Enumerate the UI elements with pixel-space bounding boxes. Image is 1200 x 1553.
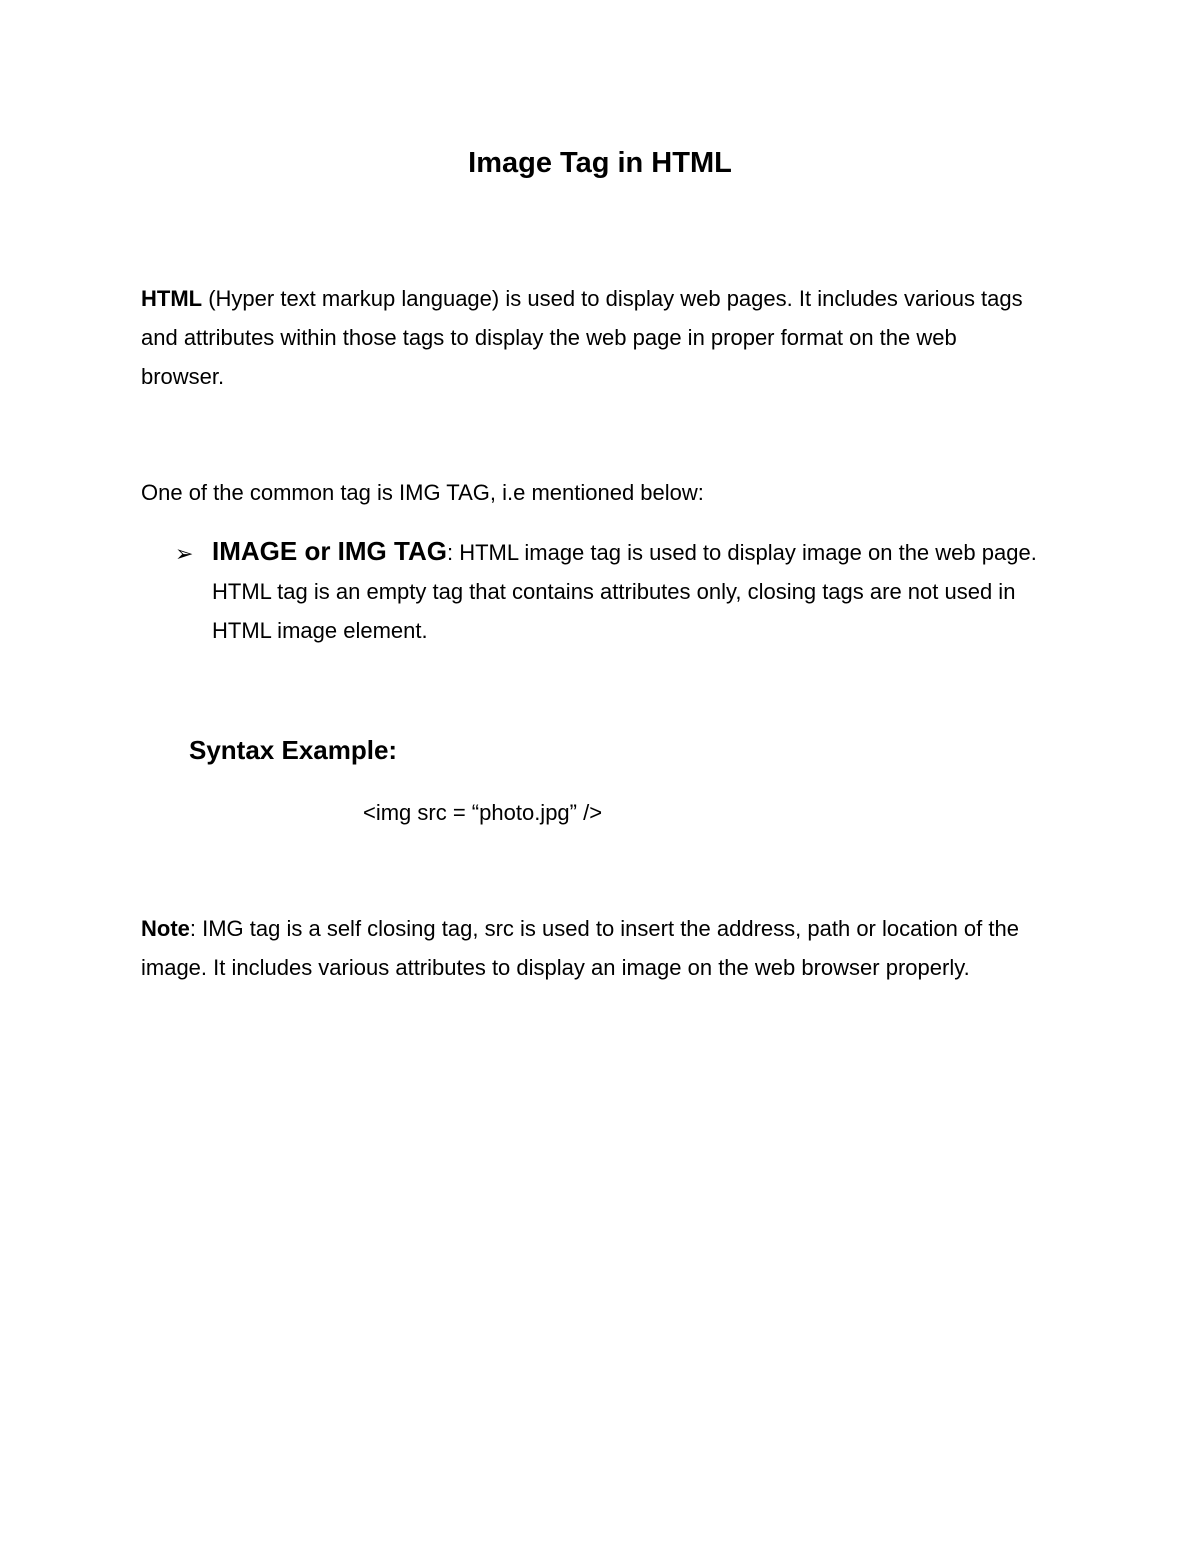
note-paragraph: [141, 909, 1041, 987]
document-title: Image Tag in HTML: [468, 147, 732, 179]
bullet-separator: :: [446, 540, 454, 565]
syntax-code-example: <img src = “photo.jpg” />: [363, 800, 603, 825]
syntax-heading: Syntax Example:: [189, 735, 398, 765]
arrow-bullet-icon: ➢: [175, 541, 194, 566]
intro-lead-bold: HTML: [141, 286, 203, 311]
note-lead-bold: Note: [141, 916, 190, 941]
intro-text: (Hyper text markup language) is used to display web pages. It includes various tags and attributes within those tags to display the web page in proper format on the web browser.: [141, 286, 1023, 389]
intro-paragraph: [141, 279, 1041, 396]
common-tag-line: One of the common tag is IMG TAG, i.e mentioned below:: [141, 480, 704, 505]
note-text: : IMG tag is a self closing tag, src is used to insert the address, path or location of the image. It includes various attributes to display an image on the web browser properly.: [141, 916, 1019, 980]
bullet-text-block: [212, 532, 1042, 650]
bullet-term: IMAGE or IMG TAG: [212, 536, 447, 566]
bullet-description: HTML image tag is used to display image on the web page. HTML tag is an empty tag that contains attributes only, closing tags are not used in HTML image element.: [212, 540, 1037, 643]
